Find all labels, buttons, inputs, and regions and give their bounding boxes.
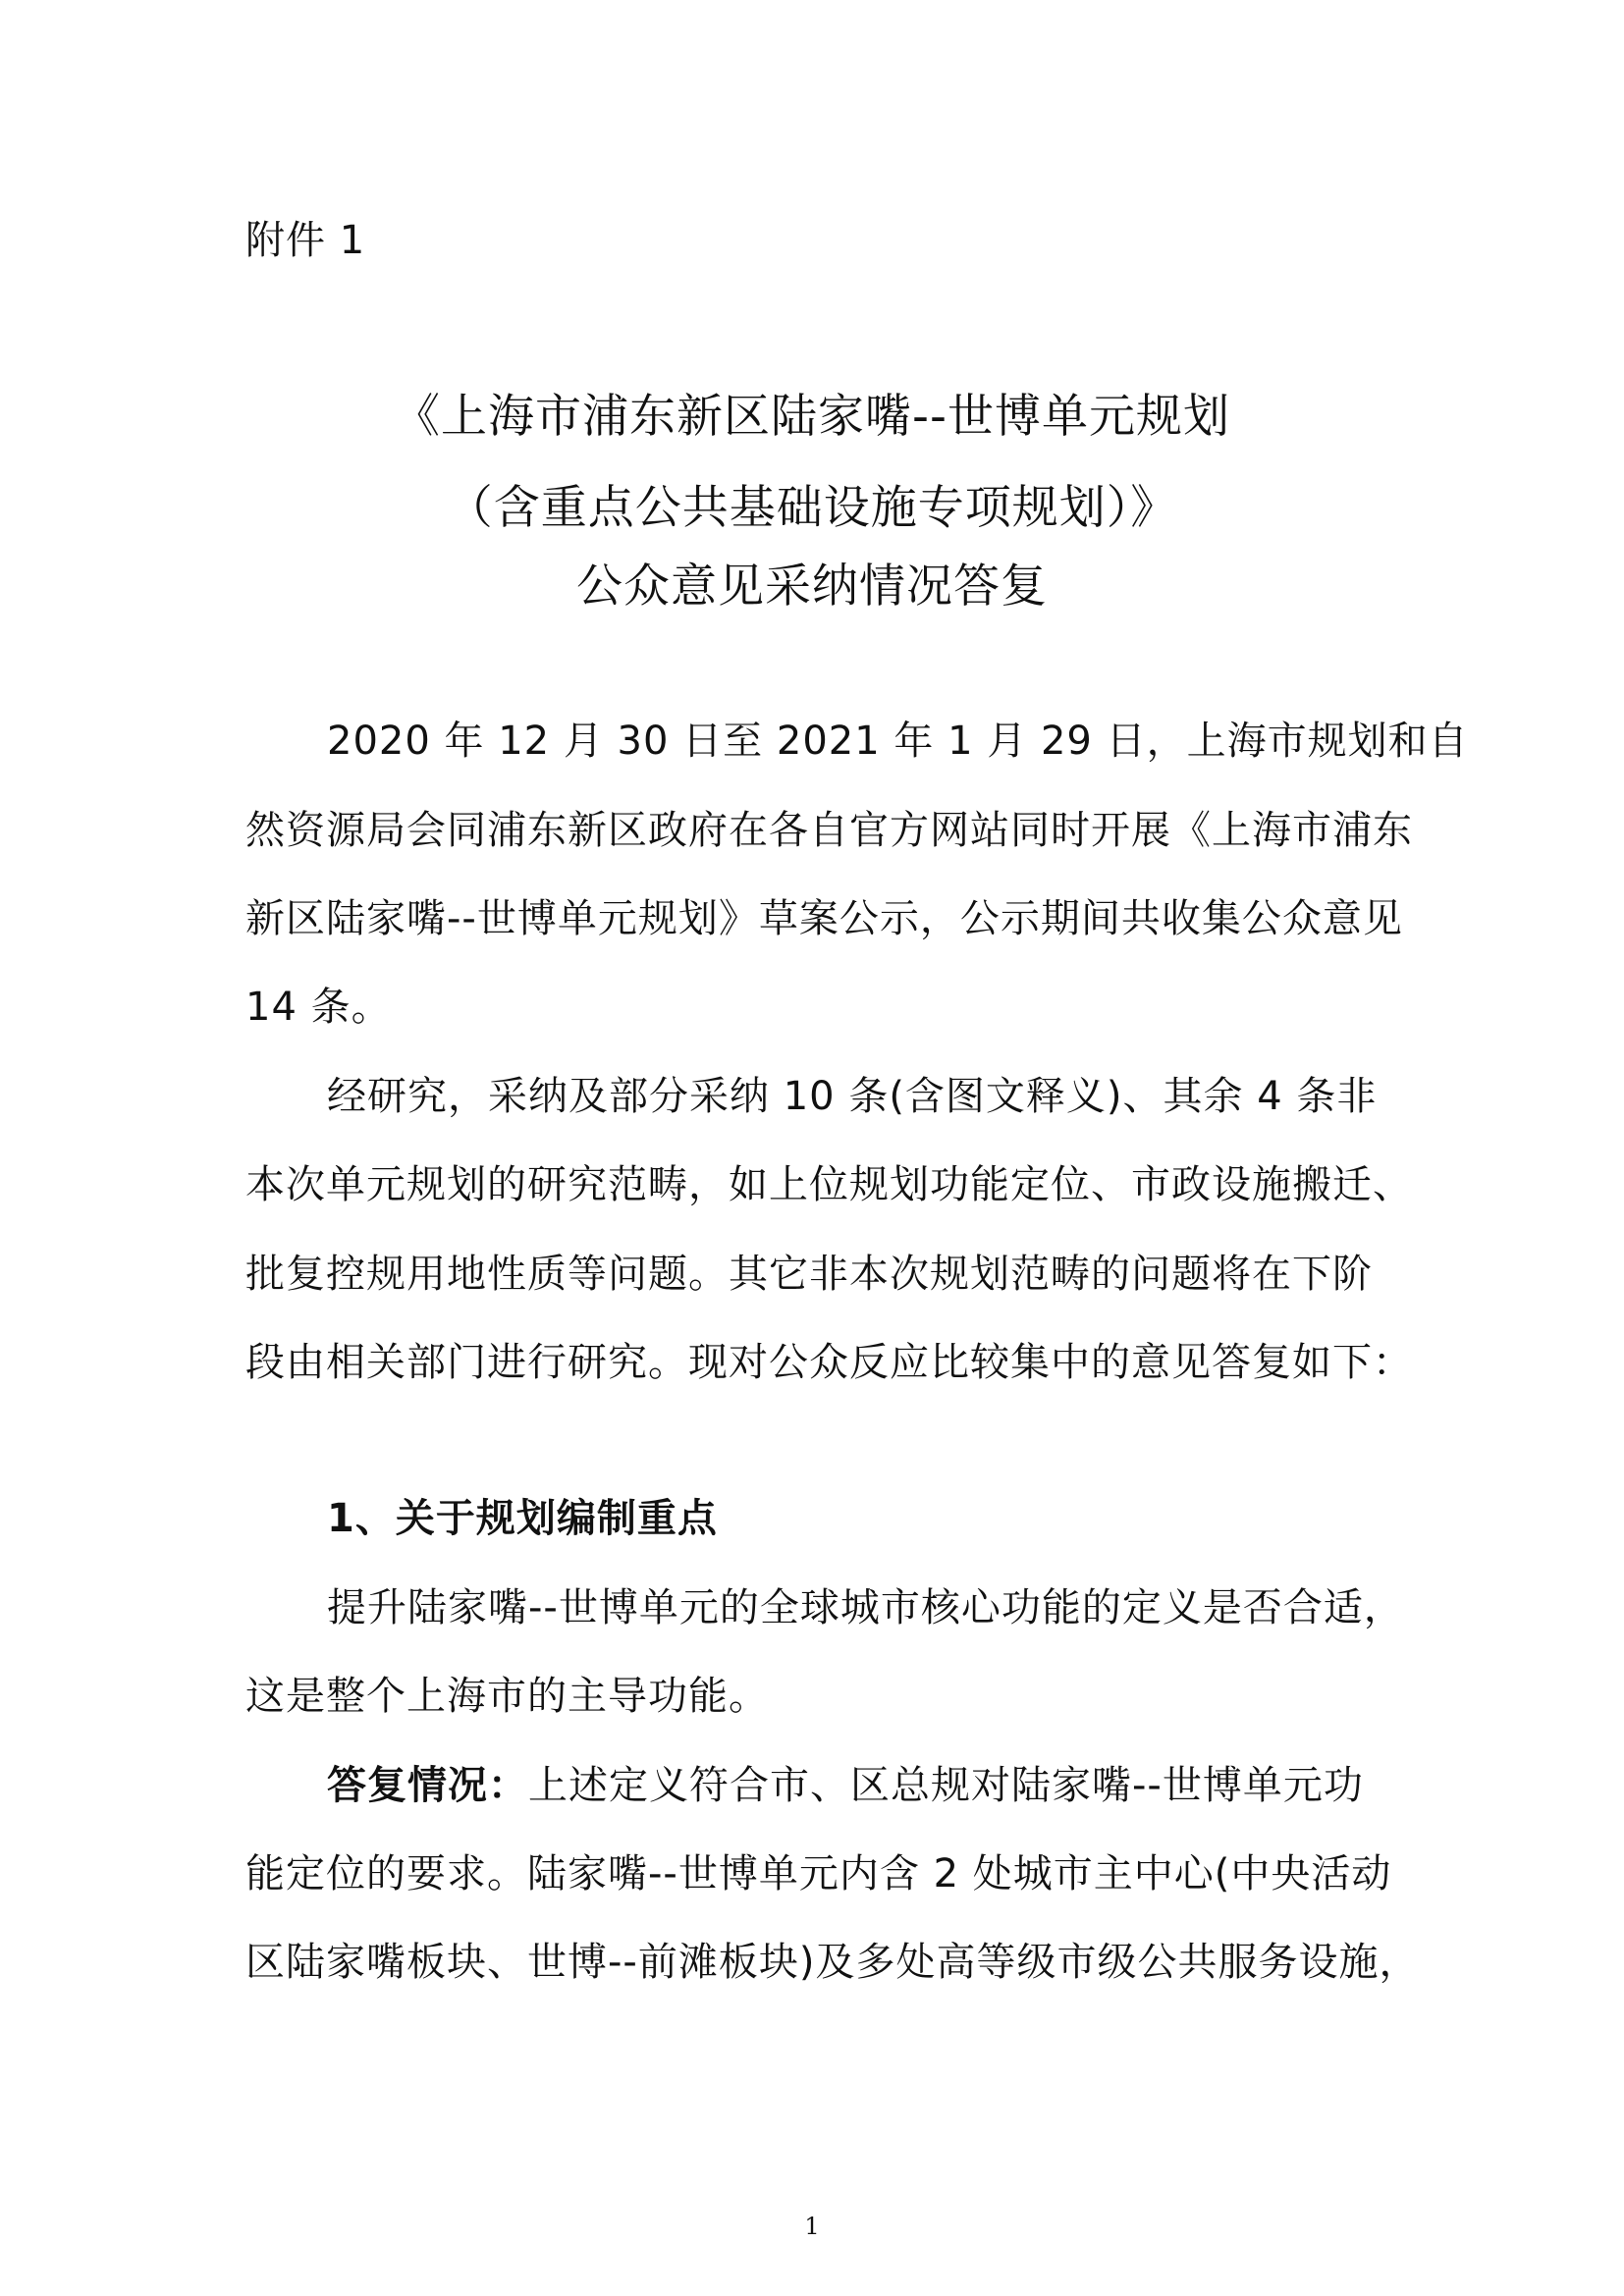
reply-line-2: 能定位的要求。陆家嘴--世博单元内含 2 处城市主中心(中央活动 — [245, 1851, 1392, 1896]
attachment-label: 附件 1 — [245, 218, 366, 263]
section-1-heading: 1、关于规划编制重点 — [327, 1496, 718, 1541]
reply-line-3: 区陆家嘴板块、世博--前滩板块)及多处高等级市级公共服务设施， — [245, 1940, 1420, 1985]
question-line-2: 这是整个上海市的主导功能。 — [245, 1674, 769, 1719]
question-line-1: 提升陆家嘴--世博单元的全球城市核心功能的定义是否合适， — [327, 1585, 1404, 1630]
reply-label: 答复情况： — [327, 1763, 528, 1808]
reply-line-1 — [327, 1756, 1364, 1815]
intro-line-3: 新区陆家嘴--世博单元规划》草案公示，公示期间共收集公众意见 — [245, 896, 1403, 941]
title-line-3: 公众意见采纳情况答复 — [576, 560, 1048, 614]
title-line-2: （含重点公共基础设施专项规划）》 — [446, 481, 1178, 535]
research-line-2: 本次单元规划的研究范畴，如上位规划功能定位、市政设施搬迁、 — [245, 1162, 1413, 1207]
intro-line-2: 然资源局会同浦东新区政府在各自官方网站同时开展《上海市浦东 — [245, 808, 1413, 853]
reply-first-text: 上述定义符合市、区总规对陆家嘴--世博单元功 — [528, 1763, 1364, 1808]
intro-line-1: 2020 年 12 月 30 日至 2021 年 1 月 29 日，上海市规划和自 — [327, 719, 1469, 764]
title-line-1: 《上海市浦东新区陆家嘴--世博单元规划 — [394, 390, 1230, 444]
page-number: 1 — [804, 2213, 820, 2240]
research-line-1: 经研究，采纳及部分采纳 10 条(含图文释义)、其余 4 条非 — [327, 1074, 1378, 1119]
research-line-4: 段由相关部门进行研究。现对公众反应比较集中的意见答复如下： — [245, 1340, 1413, 1385]
research-line-3: 批复控规用地性质等问题。其它非本次规划范畴的问题将在下阶 — [245, 1252, 1373, 1297]
intro-line-4: 14 条。 — [245, 985, 392, 1030]
